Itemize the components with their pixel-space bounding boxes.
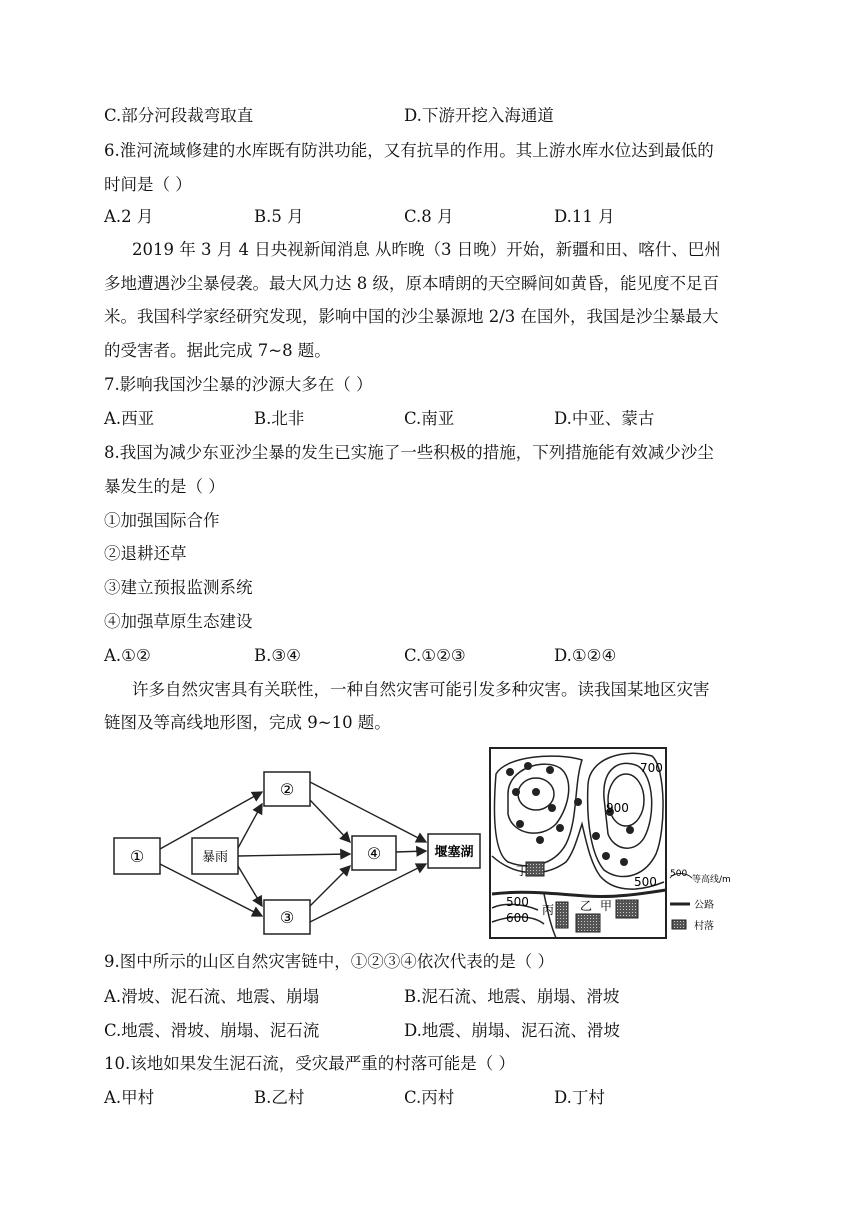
- legend-contour-label: 等高线/m: [692, 875, 731, 885]
- q6-stem-line2: 时间是（ ）: [104, 175, 192, 194]
- q7-stem: 7.影响我国沙尘暴的沙源大多在（ ）: [104, 375, 373, 394]
- village-bing: [556, 902, 568, 928]
- passage1-line2: 多地遭遇沙尘暴侵袭。最大风力达 8 级，原本晴朗的天空瞬间如黄昏，能见度不足百: [104, 274, 719, 293]
- q7-option-d: D.中亚、蒙古: [554, 409, 655, 428]
- arrow-2-to-lake: [310, 782, 426, 842]
- chain-diagram: [114, 772, 480, 934]
- q10-option-d: D.丁村: [554, 1088, 605, 1107]
- contour-label-900: 900: [606, 801, 629, 815]
- q8-stem-line2: 暴发生的是（ ）: [104, 477, 225, 496]
- disaster-figure: [104, 744, 731, 940]
- q5-option-c: C.部分河段裁弯取直: [104, 106, 254, 125]
- q8-item-4: ④加强草原生态建设: [104, 612, 253, 631]
- q6-stem-line1: 6.淮河流域修建的水库既有防洪功能，又有抗旱的作用。其上游水库水位达到最低的: [104, 141, 714, 160]
- arrow-3-to-4: [310, 866, 350, 906]
- village-ding: [526, 862, 544, 876]
- arrow-3-to-lake: [310, 864, 426, 922]
- tree-icon: [532, 788, 540, 796]
- contour-label-600: 600: [506, 911, 529, 925]
- q8-option-c: C.①②③: [404, 646, 466, 665]
- village-jia: [616, 900, 638, 918]
- q8-item-2: ②退耕还草: [104, 544, 187, 563]
- tree-icon: [626, 826, 634, 834]
- passage1-line3: 米。我国科学家经研究发现，影响中国的沙尘暴源地 2/3 在国外，我国是沙尘暴最大: [104, 307, 719, 326]
- village-bing-label: 丙: [542, 903, 555, 917]
- q10-stem: 10.该地如果发生泥石流，受灾最严重的村落可能是（ ）: [104, 1054, 515, 1073]
- q9-option-b: B.泥石流、地震、崩塌、滑坡: [404, 987, 620, 1006]
- q8-stem-line1: 8.我国为减少东亚沙尘暴的发生已实施了一些积极的措施，下列措施能有效减少沙尘: [104, 443, 714, 462]
- tree-icon: [620, 858, 628, 866]
- passage1-line1: 2019 年 3 月 4 日央视新闻消息 从昨晚（3 日晚）开始，新疆和田、喀什、巴州: [132, 240, 721, 259]
- arrow-rain-to-4: [238, 854, 350, 856]
- q9-option-c: C.地震、滑坡、崩塌、泥石流: [104, 1021, 320, 1040]
- passage2-line1: 许多自然灾害具有关联性，一种自然灾害可能引发多种灾害。读我国某地区灾害: [132, 680, 710, 699]
- q9-stem: 9.图中所示的山区自然灾害链中，①②③④依次代表的是（ ）: [104, 952, 554, 971]
- q7-option-c: C.南亚: [404, 409, 455, 428]
- tree-icon: [602, 852, 610, 860]
- chain-box-2-label: ②: [279, 780, 295, 799]
- tree-icon: [524, 762, 532, 770]
- q6-option-a: A.2 月: [104, 207, 154, 226]
- passage2-line2: 链图及等高线地形图，完成 9~10 题。: [104, 713, 391, 732]
- legend-contour-value: 500: [670, 869, 688, 879]
- q5-option-d: D.下游开挖入海通道: [404, 106, 554, 125]
- chain-rain-label: 暴雨: [201, 850, 229, 865]
- q8-option-b: B.③④: [254, 646, 301, 665]
- q6-option-c: C.8 月: [404, 207, 454, 226]
- tree-icon: [546, 766, 554, 774]
- q8-item-3: ③建立预报监测系统: [104, 578, 253, 597]
- chain-lake-label: 堰塞湖: [434, 845, 474, 860]
- legend-village-symbol: [672, 920, 686, 929]
- q9-option-a: A.滑坡、泥石流、地震、崩塌: [104, 987, 320, 1006]
- contour-label-500b: 500: [506, 895, 529, 909]
- q10-option-c: C.丙村: [404, 1088, 455, 1107]
- q10-option-a: A.甲村: [104, 1088, 155, 1107]
- contour-label-500a: 500: [634, 875, 657, 889]
- contour-label-700: 700: [640, 761, 663, 775]
- tree-icon: [548, 804, 556, 812]
- tree-icon: [506, 768, 514, 776]
- tree-icon: [556, 824, 564, 832]
- q7-option-b: B.北非: [254, 409, 305, 428]
- q10-option-b: B.乙村: [254, 1088, 305, 1107]
- arrow-4-to-lake: [396, 851, 426, 852]
- q8-option-a: A.①②: [104, 646, 151, 665]
- chain-box-4-label: ④: [366, 844, 382, 863]
- q6-option-d: D.11 月: [554, 207, 615, 226]
- tree-icon: [574, 798, 582, 806]
- q8-item-1: ①加强国际合作: [104, 511, 220, 530]
- village-jia-label: 甲: [600, 899, 613, 913]
- village-ding-label: 丁: [516, 864, 529, 878]
- q7-option-a: A.西亚: [104, 409, 155, 428]
- village-yi-label: 乙: [580, 899, 593, 913]
- tree-icon: [592, 832, 600, 840]
- q9-option-d: D.地震、崩塌、泥石流、滑坡: [404, 1021, 620, 1040]
- legend-road-label: 公路: [694, 900, 714, 911]
- tree-icon: [512, 788, 520, 796]
- q8-option-d: D.①②④: [554, 646, 617, 665]
- passage1-line4: 的受害者。据此完成 7~8 题。: [104, 341, 331, 360]
- arrow-2-to-4: [310, 800, 350, 842]
- chain-box-1-label: ①: [129, 847, 145, 866]
- tree-icon: [516, 820, 524, 828]
- village-yi: [576, 914, 600, 932]
- contour-map: [490, 748, 666, 938]
- legend-village-label: 村落: [694, 921, 714, 932]
- map-legend: [670, 869, 731, 932]
- chain-box-3-label: ③: [279, 908, 295, 927]
- arrow-rain-to-2: [238, 804, 262, 848]
- q6-option-b: B.5 月: [254, 207, 304, 226]
- tree-icon: [536, 836, 544, 844]
- arrow-rain-to-3: [238, 866, 262, 906]
